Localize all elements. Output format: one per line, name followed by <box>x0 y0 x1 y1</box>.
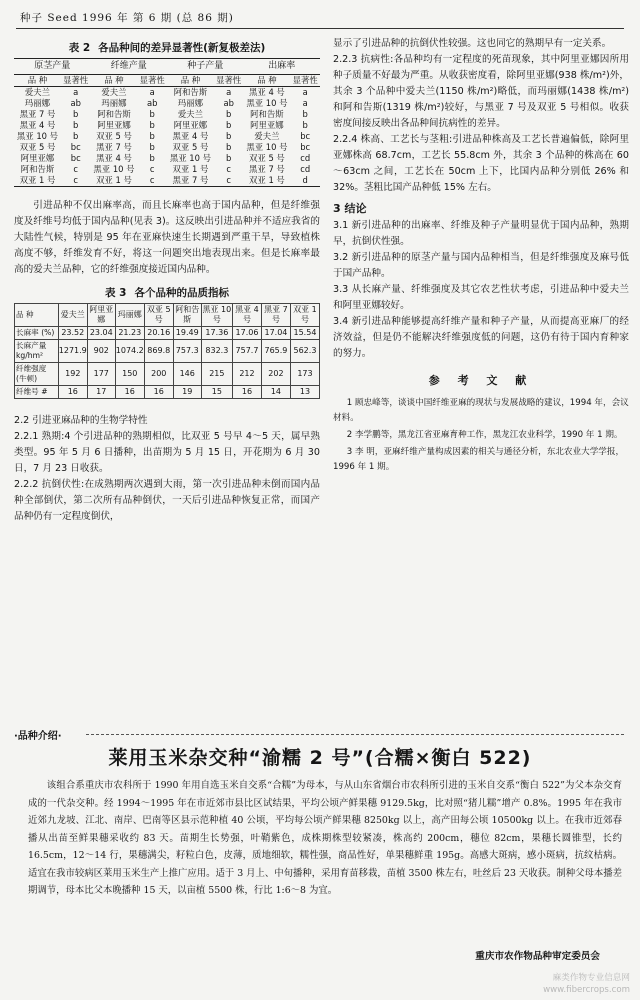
body-paragraph: 2.2.3 抗病性:各品种均有一定程度的死苗现象，其中阿里亚娜因所用种子质量不好最为严重。从收获密度看，除阿里亚娜(938 株/m²)外，其余 3 个品种中爱夫兰(1150 株/m²)略低，而玛丽娜(1438 株/m²)和阿和告斯(1319 株/m²)较好，与黑亚 7 号及双亚 5 号相似。收获密度间接反映出各品种间抗病性的差异。 <box>333 54 629 129</box>
table3-header-cell: 双亚 1 号 <box>290 304 319 327</box>
table-cell: 17.36 <box>201 327 232 340</box>
watermark-line-1: 麻类作物专业信息网 <box>552 973 630 983</box>
left-section-paragraph: 2.2.2 抗倒伏性:在成熟期两次遇到大雨，第一次引进品种未倒而国内品种全部倒伏，第二次所有品种倒伏，一天后引进品种恢复正常，而国产品种仍有一定程度倒伏， <box>14 479 320 522</box>
table-cell: 长麻率 (%) <box>15 327 59 340</box>
table-cell: 20.16 <box>144 327 173 340</box>
table2-caption <box>14 40 320 55</box>
table-cell: a <box>302 98 308 108</box>
table-cell: 202 <box>261 363 290 386</box>
table-cell: 16 <box>232 386 261 399</box>
table-cell: 双亚 1 号 <box>243 175 290 187</box>
right-column <box>333 36 629 477</box>
table-cell: 200 <box>144 363 173 386</box>
table-cell: 黑亚 4 号 <box>172 131 209 141</box>
table-cell: b <box>149 131 155 141</box>
table2-group-header <box>14 59 320 75</box>
table-cell: bc <box>70 142 81 152</box>
table-cell: 15.54 <box>290 327 319 340</box>
table-cell: 黑亚 7 号 <box>96 142 132 152</box>
table-cell: a <box>226 87 232 97</box>
table-cell: ab <box>70 98 81 108</box>
table2-group-3: 出麻率 <box>243 59 320 75</box>
table2-subheader-3: 显著性 <box>137 75 167 87</box>
table3-header-cell: 黑亚 4 号 <box>232 304 261 327</box>
table-cell: bc <box>300 131 311 141</box>
table-cell: 爱夫兰 <box>254 131 280 141</box>
table-cell: 黑亚 10 号 <box>169 153 211 163</box>
table2-subheader-1: 显著性 <box>61 75 91 87</box>
running-head: 种子 Seed 1996 年 第 6 期 (总 86 期) <box>20 12 234 24</box>
table-cell: 黑亚 10 号 <box>16 131 59 141</box>
table3-header-cell: 阿和告斯 <box>173 304 201 327</box>
table-cell: 23.52 <box>58 327 87 340</box>
header-rule <box>16 28 624 29</box>
table-cell: 23.04 <box>87 327 115 340</box>
table-row <box>15 363 320 386</box>
variety-intro-tag: ·品种介绍· <box>14 731 62 742</box>
table-cell: a <box>149 87 155 97</box>
body-paragraph: 3.2 新引进品种的原茎产量与国内品种相当，但是纤维强度及麻号低于国产品种。 <box>333 252 629 279</box>
table-cell: b <box>149 120 155 130</box>
table2-group-2: 种子产量 <box>167 59 243 75</box>
table-cell: 玛丽娜 <box>24 98 51 108</box>
body-paragraph: 3.3 从长麻产量、纤维强度及其它农艺性状考虑，引进品种中爱夫兰和阿里亚娜较好。 <box>333 284 629 311</box>
table-cell: 212 <box>232 363 261 386</box>
reference-item: 3 李 明，亚麻纤维产量构成因素的相关与通径分析，东北农业大学学报，1996 年 1 期。 <box>333 447 625 472</box>
table-cell: 562.3 <box>290 340 319 363</box>
table-cell: b <box>226 142 232 152</box>
table2-subheader-7: 显著性 <box>290 75 320 87</box>
table-cell: 双亚 5 号 <box>172 142 209 152</box>
table-cell: 16 <box>144 386 173 399</box>
table-cell: cd <box>300 164 311 174</box>
table-cell: 13 <box>290 386 319 399</box>
table-cell: 15 <box>201 386 232 399</box>
table-cell: c <box>137 175 167 187</box>
table-cell: c <box>73 164 79 174</box>
table-row <box>14 164 320 175</box>
table-cell: 爱夫兰 <box>177 109 203 119</box>
table-row <box>14 175 320 187</box>
table-row <box>15 340 320 363</box>
table-cell: 765.9 <box>261 340 290 363</box>
table-cell: 双亚 1 号 <box>14 175 61 187</box>
variety-article-title: 莱用玉米杂交种“渝糯 2 号”(合糯×衡白 522) <box>108 747 532 769</box>
table2-subheader-6: 品 种 <box>243 75 290 87</box>
references-heading: 参 考 文 献 <box>428 374 534 387</box>
table-cell: a <box>73 87 79 97</box>
table-cell: 869.8 <box>144 340 173 363</box>
table-row <box>14 87 320 99</box>
table2-subheader-4: 品 种 <box>167 75 214 87</box>
table-cell: c <box>61 175 91 187</box>
table3-title: 各个品种的品质指标 <box>134 287 229 299</box>
variety-article-body: 该组合系重庆市农科所于 1990 年用自选玉米自交系“合糯”为母本，与从山东省烟台市农科所引进的玉米自交系“衡白 522”为父本杂交育成的一代杂交种。经 1994～1995 年在市近郊市县比区试结果，平均公顷产鲜果穗 9129.5kg，比对照“猪儿糯”增产 0.8%。1995 年在我市近郊九龙坡、江北、南岸、巴南等区县示范种植 40 公顷，平均每公顷产鲜果穗 8250kg 以上，高产田每公顷 10500kg 以上。在我市近郊春播从出苗至鲜果穗采收约 83 天。苗期生长势强，叶鞘紫色，成株期株型较紧凑，株高约 200cm，穗位 82cm，果穗长圆锥型，长约 16.5cm，12～14 行，果穗满尖，籽粒白色，皮薄，质地细软，糯性强，商品性好，单果穗鲜重 195g。高感大斑病，感小斑病，抗纹枯病。适宜在我市较病区莱用玉米生产上推广应用。适于 3 月上、中旬播种，采用育苗移栽，苗植 3500 株左右，吐丝后 23 天收获。制种父母本播差期调节，母本比父本晚播种 15 天，以亩植 5500 株，行比 1:6～8 为宜。 <box>28 780 623 896</box>
references-list <box>333 396 629 475</box>
table-row <box>14 120 320 131</box>
table-cell: 玛丽娜 <box>177 98 203 108</box>
table-cell: 17.04 <box>261 327 290 340</box>
table-cell: 纤维号 # <box>15 386 59 399</box>
table-cell: 19 <box>173 386 201 399</box>
table-cell: 纤维强度 (牛顿) <box>15 363 59 386</box>
body-paragraph: 3.4 新引进品种能够提高纤维产量和种子产量，从而提高亚麻厂的经济效益，但是仍不能解决纤维强度低的问题，这仍有待于国内育种家的努力。 <box>333 316 629 359</box>
table-cell: 16 <box>58 386 87 399</box>
table-cell: 爱夫兰 <box>24 87 51 97</box>
table-row <box>14 98 320 109</box>
right-body-sections <box>333 36 629 362</box>
table-row <box>14 109 320 120</box>
table-cell: a <box>302 87 308 97</box>
table-cell: 757.3 <box>173 340 201 363</box>
table-cell: 150 <box>115 363 144 386</box>
table3-header-cell: 玛丽娜 <box>115 304 144 327</box>
table-cell: 14 <box>261 386 290 399</box>
table-cell: 双亚 1 号 <box>90 175 137 187</box>
table2-number: 表 2 <box>68 42 91 54</box>
table-cell: 黑亚 10 号 <box>93 164 135 174</box>
table-cell: 黑亚 4 号 <box>19 120 56 130</box>
table2-significance <box>14 58 320 187</box>
table-cell: 阿里亚娜 <box>97 120 131 130</box>
table-cell: ab <box>223 98 234 108</box>
body-paragraph: 3.1 新引进品种的出麻率、纤维及种子产量明显优于国内品种，熟期早，抗倒伏性强。 <box>333 220 629 247</box>
table3-caption <box>14 285 320 300</box>
table3-header-cell: 双亚 5 号 <box>144 304 173 327</box>
table-cell: b <box>302 120 308 130</box>
table2-subheader-0: 品 种 <box>14 75 61 87</box>
table-cell: 双亚 5 号 <box>249 153 285 163</box>
table-cell: c <box>214 175 244 187</box>
table-row <box>14 153 320 164</box>
body-paragraph: 显示了引进品种的抗倒伏性较强。这也同它的熟期早有一定关系。 <box>333 38 612 49</box>
table-cell: b <box>302 109 308 119</box>
table-cell: 21.23 <box>115 327 144 340</box>
table-cell: 16 <box>115 386 144 399</box>
table3-header-cell: 品 种 <box>15 304 59 327</box>
table3-header-cell: 爱夫兰 <box>58 304 87 327</box>
table-cell: 192 <box>58 363 87 386</box>
left-column <box>14 36 320 525</box>
table-cell: 17.06 <box>232 327 261 340</box>
table-cell: 玛丽娜 <box>101 98 127 108</box>
table-cell: 177 <box>87 363 115 386</box>
table-cell: b <box>149 109 155 119</box>
table-cell: 双亚 1 号 <box>172 164 209 174</box>
table-cell: c <box>149 164 155 174</box>
intro-divider <box>86 734 624 735</box>
table-cell: cd <box>300 153 311 163</box>
reference-item: 1 顾忠峰等，谈谈中国纤维亚麻的现状与发展战略的建议，1994 年，会议材料。 <box>333 398 629 423</box>
table3-header-row <box>15 304 320 327</box>
table-cell: 1271.9 <box>58 340 87 363</box>
table-cell: 832.3 <box>201 340 232 363</box>
table-row <box>15 327 320 340</box>
table-row <box>14 142 320 153</box>
table3-header-cell: 黑亚 10 号 <box>201 304 232 327</box>
table-cell: 215 <box>201 363 232 386</box>
table-cell: 阿里亚娜 <box>173 120 208 130</box>
paragraph-quality-discussion: 引进品种不仅出麻率高，而且长麻率也高于国内品种，但是纤维强度及纤维号均低于国内品种(见表 3)。这反映出引进品种并不适应我省的大陆性气候，特别是 95 年在亚麻快速生长期遇到严重干旱，导致植株高度不够，纤维发育不好，将这一问题突出地表现出来。但是长麻率最高的爱夫兰品种，它的纤维强度接近国内品种。 <box>14 200 320 275</box>
table-cell: 黑亚 4 号 <box>96 153 132 163</box>
table-cell: b <box>73 120 79 130</box>
table-cell: 黑亚 10 号 <box>246 98 288 108</box>
table-cell: 1074.2 <box>115 340 144 363</box>
table-cell: 黑亚 10 号 <box>246 142 288 152</box>
table-cell: 黑亚 7 号 <box>249 164 285 174</box>
table-cell: 黑亚 4 号 <box>249 87 285 97</box>
table-cell: 长麻产量 kg/hm² <box>15 340 59 363</box>
table-cell: 阿里亚娜 <box>20 153 55 163</box>
table-cell: 146 <box>173 363 201 386</box>
table-cell: 阿和告斯 <box>250 109 284 119</box>
table-cell: 757.7 <box>232 340 261 363</box>
table-cell: 阿和告斯 <box>20 164 55 174</box>
table3-header-cell: 黑亚 7 号 <box>261 304 290 327</box>
left-lower-sections <box>14 413 320 525</box>
table-cell: b <box>226 153 232 163</box>
issuing-committee: 重庆市农作物品种审定委员会 <box>475 951 600 962</box>
table-cell: b <box>149 153 155 163</box>
table3-number: 表 3 <box>105 287 127 299</box>
table3-quality-indices <box>14 303 320 399</box>
table2-subheader-5: 显著性 <box>214 75 244 87</box>
table-cell: c <box>226 164 231 174</box>
section-heading: 3 结论 <box>333 202 367 215</box>
table3-header-cell: 阿里亚娜 <box>87 304 115 327</box>
table-cell: ab <box>146 98 158 108</box>
table-cell: b <box>73 131 79 141</box>
table-cell: 17 <box>87 386 115 399</box>
table-cell: d <box>290 175 320 187</box>
left-section-paragraph: 2.2 引进亚麻品种的生物学特性 <box>14 415 148 426</box>
table2-subheader-2: 品 种 <box>90 75 137 87</box>
table-cell: b <box>226 109 232 119</box>
site-watermark <box>543 972 630 996</box>
table-cell: 阿和告斯 <box>173 87 208 97</box>
table-cell: b <box>226 131 232 141</box>
table-cell: 173 <box>290 363 319 386</box>
reference-item: 2 李学鹏等，黑龙江省亚麻育种工作，黑龙江农业科学，1990 年 1 期。 <box>346 430 623 440</box>
table2-group-0: 原茎产量 <box>14 59 90 75</box>
table-row <box>15 386 320 399</box>
table-cell: b <box>149 142 155 152</box>
table2-sub-header <box>14 75 320 87</box>
table-cell: bc <box>70 153 81 163</box>
table2-title: 各品种间的差异显著性(新复极差法) <box>98 42 266 54</box>
table-cell: bc <box>300 142 311 152</box>
table-cell: 阿里亚娜 <box>250 120 284 130</box>
table-row <box>14 131 320 142</box>
table-cell: 黑亚 7 号 <box>167 175 214 187</box>
table-cell: 双亚 5 号 <box>96 131 132 141</box>
watermark-line-2: www.fibercrops.com <box>543 985 630 995</box>
table-cell: b <box>226 120 232 130</box>
table-cell: 902 <box>87 340 115 363</box>
table-cell: 双亚 5 号 <box>19 142 56 152</box>
table-cell: 黑亚 7 号 <box>19 109 56 119</box>
left-section-paragraph: 2.2.1 熟期:4 个引进品种的熟期相似，比双亚 5 号早 4～5 天，属早熟类型。95 年 5 月 6 日播种，出苗期为 5 月 15 日，开花期为 6 月 30 日，7 月 23 日收获。 <box>14 431 320 474</box>
table-cell: 爱夫兰 <box>101 87 127 97</box>
table-cell: 19.49 <box>173 327 201 340</box>
table-cell: b <box>73 109 79 119</box>
table2-group-1: 纤维产量 <box>90 59 166 75</box>
body-paragraph: 2.2.4 株高、工艺长与茎粗:引进品种株高及工艺长普遍偏低，除阿里亚娜株高 68.7cm，工艺长 55.8cm 外，其余 3 个品种的株高在 60～63cm 之间，工艺长在 50cm 上下，比国内品种分别低 26% 和 32%。茎粗比国产品种低 15% 左右。 <box>333 134 629 193</box>
table-cell: 阿和告斯 <box>97 109 131 119</box>
